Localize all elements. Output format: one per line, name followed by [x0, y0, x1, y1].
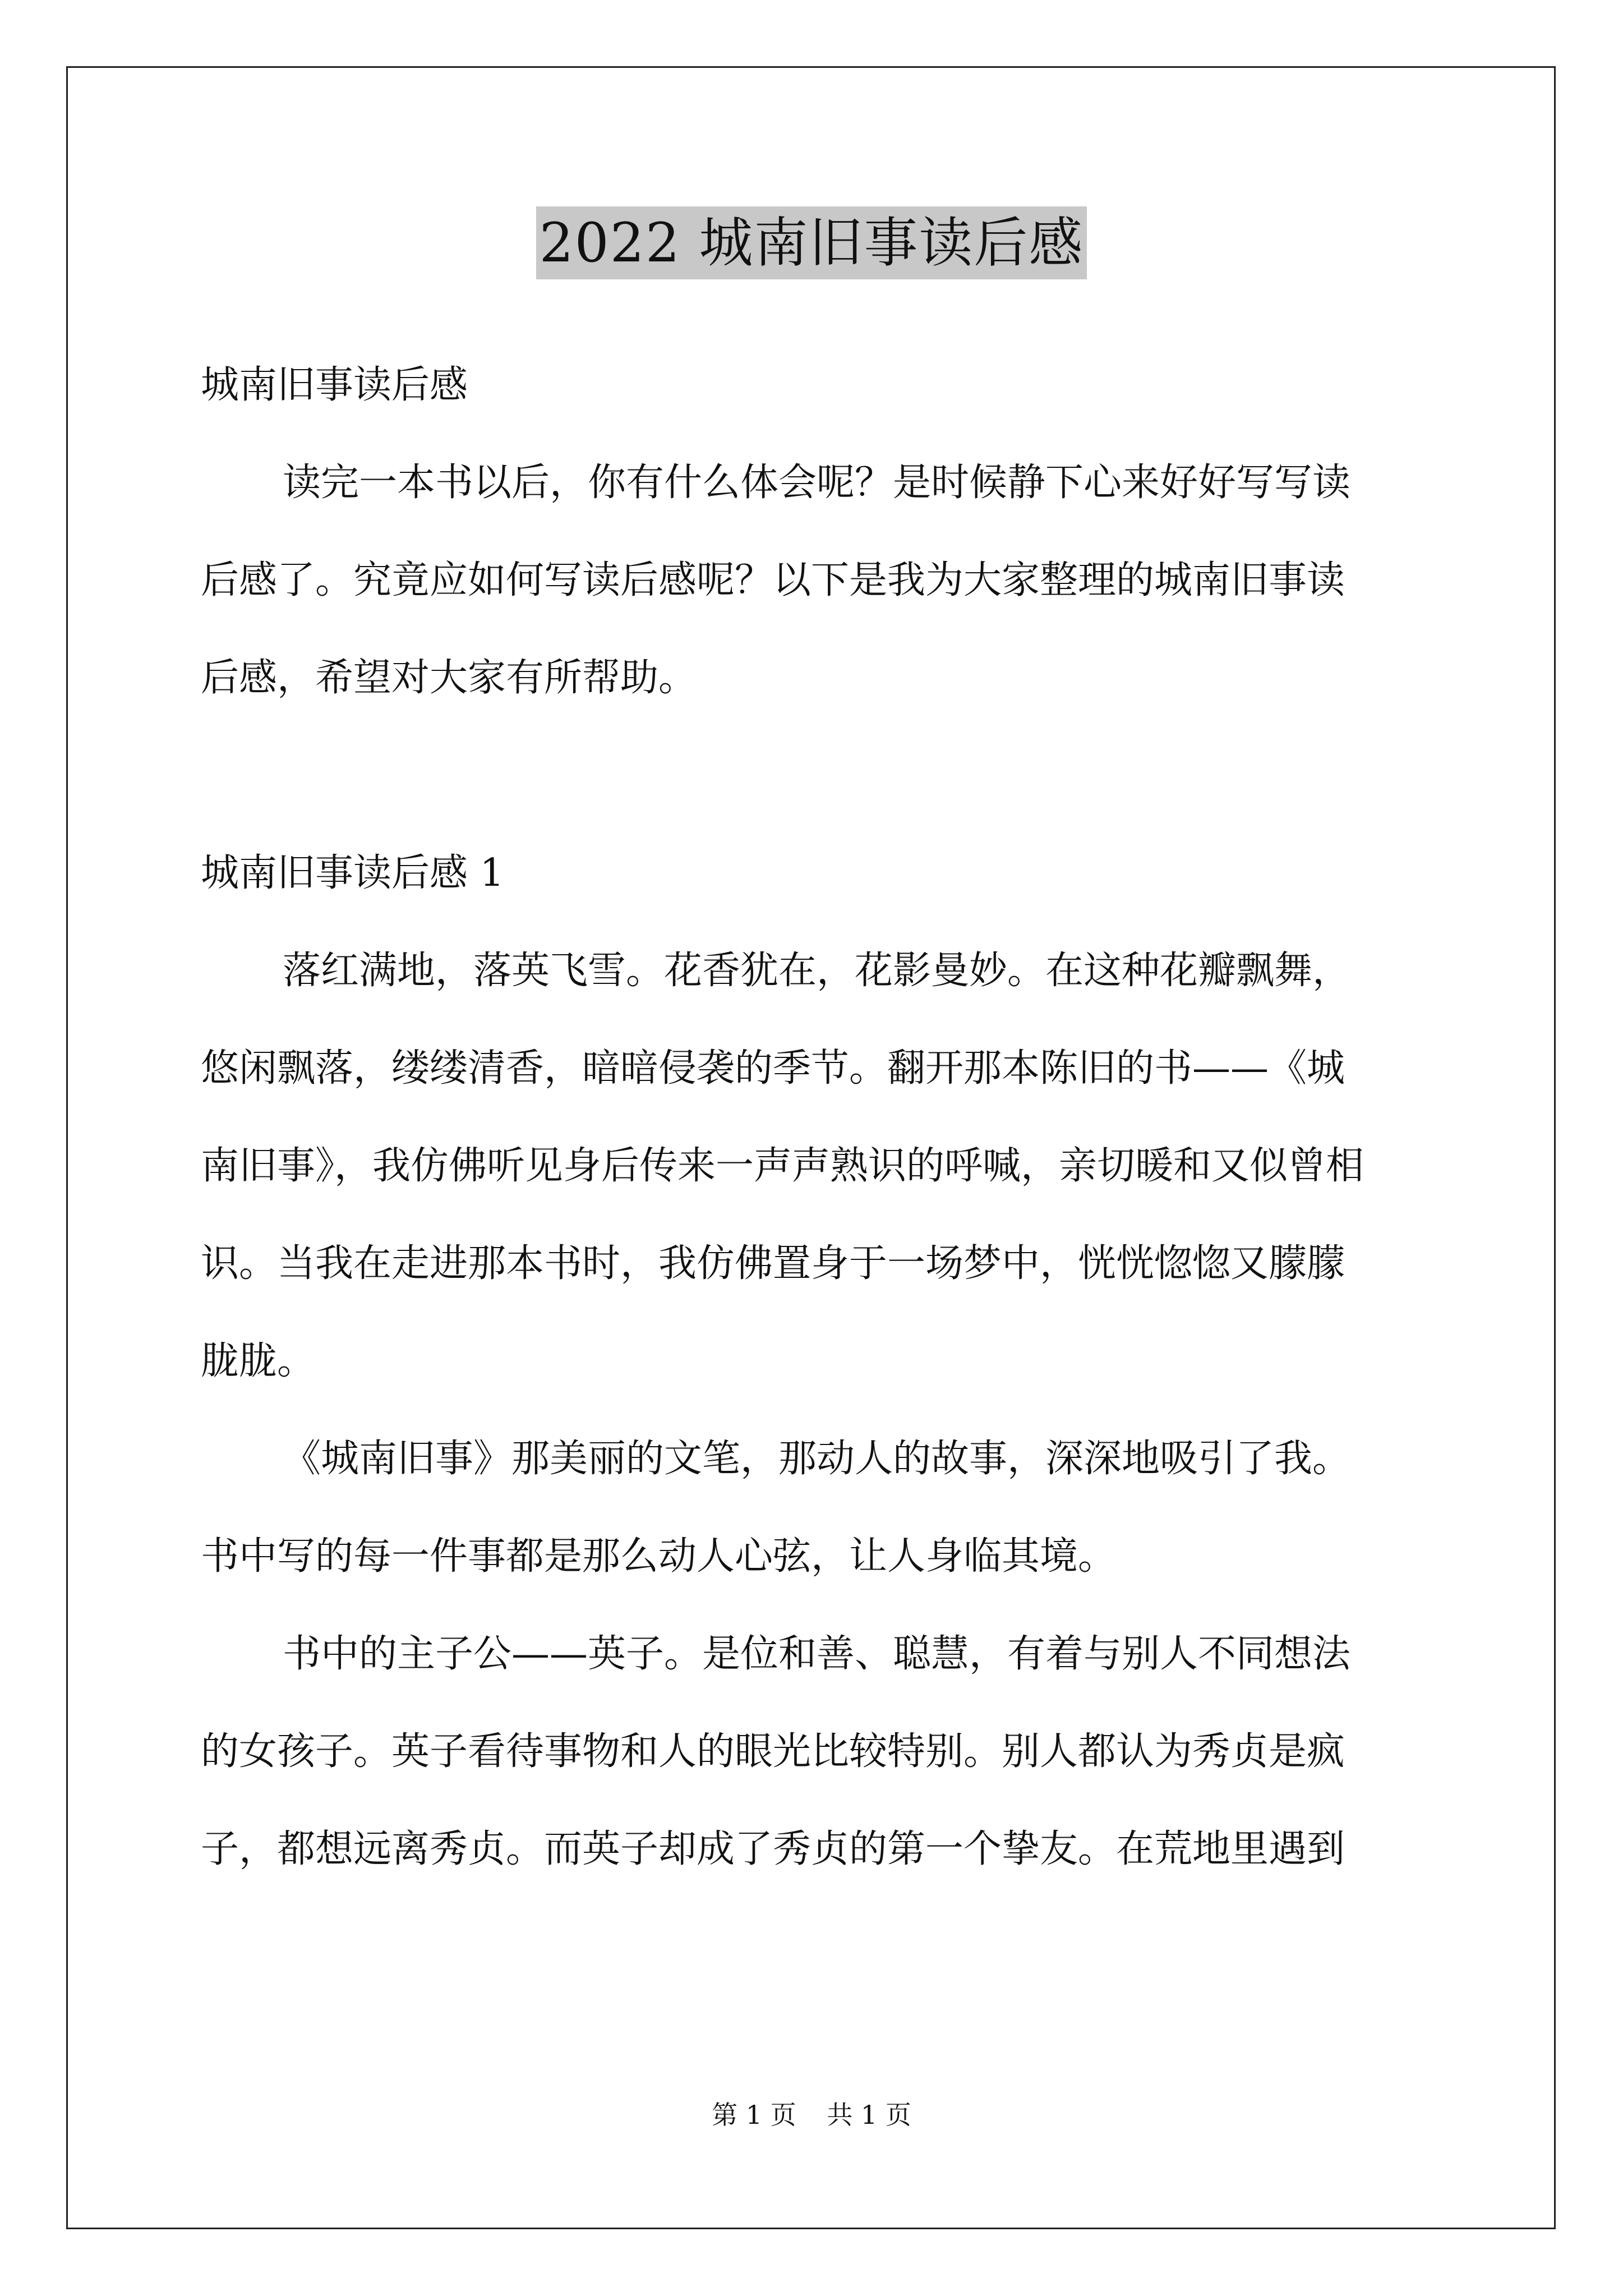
- text-line: 落红满地，落英飞雪。花香犹在，花影曼妙。在这种花瓣飘舞，: [283, 949, 1351, 993]
- page-number-total: 共 1 页: [827, 2100, 911, 2130]
- document-title: 2022 城南旧事读后感: [536, 206, 1087, 279]
- document-body: [201, 337, 1435, 1898]
- text-line: 南旧事》，我仿佛听见身后传来一声声熟识的呼喊，亲切暖和又似曾相: [201, 1144, 1364, 1188]
- text-line: 识。当我在走进那本书时，我仿佛置身于一场梦中，恍恍惚惚又朦朦: [201, 1241, 1345, 1286]
- text-line: 城南旧事读后感 1: [201, 851, 504, 895]
- text-line: 读完一本书以后，你有什么体会呢？是时候静下心来好好写写读: [283, 461, 1351, 505]
- blank-line: [201, 727, 1435, 825]
- text-line: 书中的主子公——英子。是位和善、聪慧，有着与别人不同想法: [283, 1632, 1351, 1676]
- title-container: [0, 206, 1623, 279]
- page-footer: [0, 2098, 1623, 2132]
- text-line: 后感，希望对大家有所帮助。: [201, 656, 697, 700]
- text-line: 胧胧。: [201, 1339, 316, 1383]
- text-line: 城南旧事读后感: [201, 363, 468, 407]
- text-line: 《城南旧事》那美丽的文笔，那动人的故事，深深地吸引了我。: [283, 1437, 1351, 1481]
- text-line: 子，都想远离秀贞。而英子却成了秀贞的第一个挚友。在荒地里遇到: [201, 1827, 1345, 1871]
- text-line: 悠闲飘落，缕缕清香，暗暗侵袭的季节。翻开那本陈旧的书——《城: [201, 1046, 1345, 1091]
- text-line: 后感了。究竟应如何写读后感呢？以下是我为大家整理的城南旧事读: [201, 558, 1345, 602]
- text-line: 的女孩子。英子看待事物和人的眼光比较特别。别人都认为秀贞是疯: [201, 1729, 1345, 1774]
- page-number-current: 第 1 页: [712, 2100, 796, 2130]
- text-line: 书中写的每一件事都是那么动人心弦，让人身临其境。: [201, 1534, 1117, 1579]
